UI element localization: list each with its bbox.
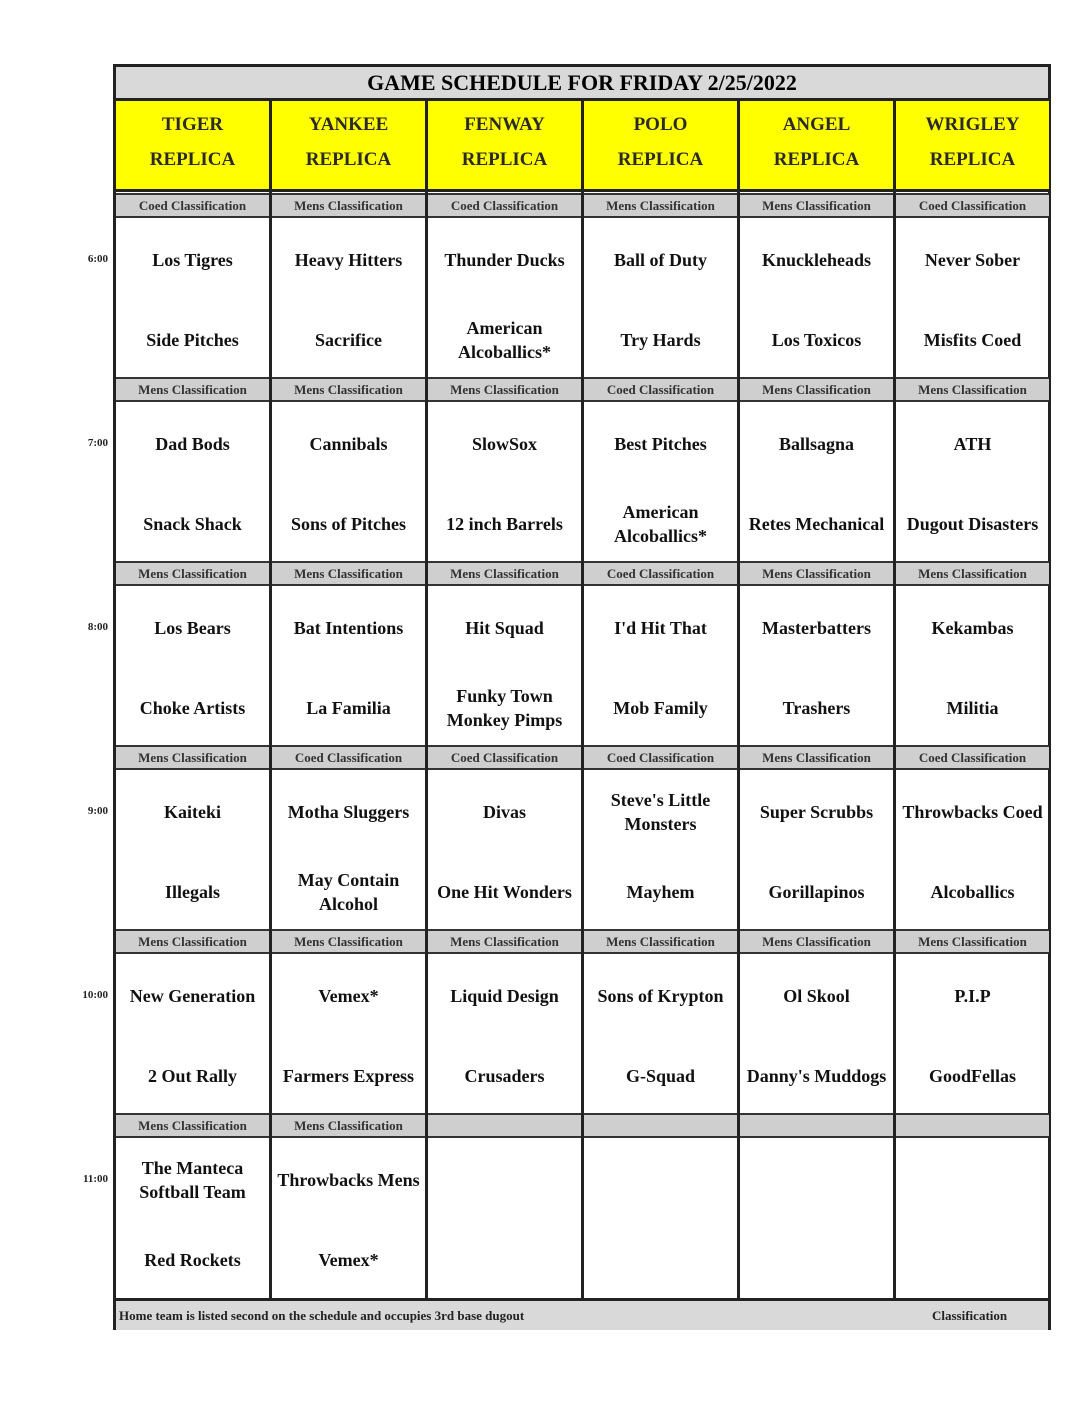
home-team: Trashers (782, 698, 851, 718)
away-team: Cannibals (309, 434, 388, 454)
footer-classification: Classification (932, 1308, 1008, 1323)
away-team (430, 1140, 579, 1220)
time-label: 6:00 (87, 253, 108, 265)
classification-label: Mens Classification (116, 377, 269, 402)
away-team: I'd Hit That (614, 618, 707, 638)
home-team: Choke Artists (139, 698, 246, 718)
field-sub: REPLICA (773, 149, 860, 170)
away-team: Dad Bods (155, 434, 230, 454)
away-team: New Generation (129, 986, 256, 1006)
away-team: ATH (953, 434, 992, 454)
away-team: The Manteca Softball Team (139, 1158, 246, 1202)
away-team: Ball of Duty (613, 250, 707, 270)
home-team: Misfits Coed (923, 330, 1022, 350)
home-team: Dugout Disasters (906, 514, 1039, 534)
field-header-wrigley (896, 101, 1049, 192)
home-team: Militia (946, 698, 999, 718)
classification-label (428, 1113, 581, 1138)
classification-label: Mens Classification (740, 561, 893, 586)
classification-label: Mens Classification (584, 929, 737, 954)
field-name: TIGER (161, 114, 224, 135)
home-team (742, 1220, 891, 1300)
classification-label: Mens Classification (272, 561, 425, 586)
field-name: YANKEE (308, 114, 389, 135)
away-team: Throwbacks Mens (277, 1170, 420, 1190)
away-team (898, 1140, 1047, 1220)
field-sub: REPLICA (929, 149, 1016, 170)
classification-label: Mens Classification (896, 929, 1049, 954)
home-team: Vemex* (318, 1250, 379, 1270)
classification-label: Mens Classification (740, 929, 893, 954)
classification-label: Mens Classification (428, 929, 581, 954)
away-team: Motha Sluggers (287, 802, 410, 822)
field-sub: REPLICA (149, 149, 236, 170)
away-team: Throwbacks Coed (902, 802, 1043, 822)
home-team: Illegals (164, 882, 220, 902)
home-team: GoodFellas (928, 1066, 1016, 1086)
classification-label: Mens Classification (428, 561, 581, 586)
classification-label (584, 1113, 737, 1138)
home-team: G-Squad (625, 1066, 696, 1086)
classification-label: Mens Classification (116, 929, 269, 954)
home-team: Mob Family (613, 698, 708, 718)
home-team: 2 Out Rally (147, 1066, 237, 1086)
time-label: 8:00 (87, 621, 108, 633)
away-team: Hit Squad (465, 618, 544, 638)
home-team: Los Toxicos (771, 330, 862, 350)
home-team: Side Pitches (146, 330, 239, 350)
home-team (586, 1220, 735, 1300)
field-sub: REPLICA (617, 149, 704, 170)
schedule-footer (116, 1298, 1048, 1330)
classification-label: Mens Classification (116, 561, 269, 586)
time-label: 9:00 (87, 805, 108, 817)
away-team: Bat Intentions (293, 618, 404, 638)
classification-label: Mens Classification (740, 193, 893, 218)
home-team: 12 inch Barrels (446, 514, 563, 534)
home-team: Funky Town Monkey Pimps (446, 686, 563, 730)
time-label: 10:00 (82, 989, 108, 1001)
away-team: Ol Skool (783, 986, 850, 1006)
footer-note: Home team is listed second on the schedule and occupies 3rd base dugout (119, 1308, 525, 1323)
classification-label: Coed Classification (272, 745, 425, 770)
home-team: American Alcoballics* (458, 318, 551, 362)
classification-label: Mens Classification (272, 1113, 425, 1138)
home-team: American Alcoballics* (614, 502, 707, 546)
schedule-title: GAME SCHEDULE FOR FRIDAY 2/25/2022 (116, 67, 1048, 101)
away-team: Kaiteki (164, 802, 221, 822)
classification-label: Mens Classification (896, 561, 1049, 586)
classification-label: Coed Classification (896, 193, 1049, 218)
classification-label: Mens Classification (740, 745, 893, 770)
field-sub: REPLICA (461, 149, 548, 170)
away-team: Divas (482, 802, 526, 822)
home-team: Red Rockets (144, 1250, 241, 1270)
classification-label: Mens Classification (272, 193, 425, 218)
away-team: Heavy Hitters (294, 250, 403, 270)
home-team: Retes Mechanical (748, 514, 885, 534)
away-team: Vemex* (318, 986, 379, 1006)
field-header-angel (740, 101, 893, 192)
away-team (586, 1140, 735, 1220)
away-team: Steve's Little Monsters (610, 790, 711, 834)
away-team: Masterbatters (762, 618, 871, 638)
field-name: FENWAY (464, 114, 545, 135)
classification-label: Coed Classification (584, 377, 737, 402)
classification-label: Mens Classification (272, 929, 425, 954)
away-team: P.I.P (954, 986, 991, 1006)
field-header-fenway (428, 101, 581, 192)
classification-label: Coed Classification (116, 193, 269, 218)
away-team: Los Bears (154, 618, 231, 638)
home-team (898, 1220, 1047, 1300)
time-label: 7:00 (87, 437, 108, 449)
home-team: Crusaders (464, 1066, 545, 1086)
classification-label: Coed Classification (584, 561, 737, 586)
classification-label: Coed Classification (584, 745, 737, 770)
home-team: One Hit Wonders (437, 882, 572, 902)
classification-label: Coed Classification (896, 745, 1049, 770)
home-team: Sons of Pitches (290, 514, 406, 534)
classification-label: Mens Classification (896, 377, 1049, 402)
field-header-tiger (116, 101, 269, 192)
away-team: Los Tigres (152, 250, 233, 270)
field-header-yankee (272, 101, 425, 192)
field-name: POLO (633, 114, 688, 135)
field-header-polo (584, 101, 737, 192)
home-team: Sacrifice (315, 330, 382, 350)
schedule-table (113, 64, 1051, 1330)
classification-label: Mens Classification (584, 193, 737, 218)
field-sub: REPLICA (305, 149, 392, 170)
home-team: Snack Shack (143, 514, 242, 534)
home-team: Mayhem (626, 882, 695, 902)
home-team: Try Hards (620, 330, 701, 350)
field-name: WRIGLEY (925, 114, 1020, 135)
classification-label (740, 1113, 893, 1138)
away-team: SlowSox (471, 434, 538, 454)
home-team: May Contain Alcohol (297, 870, 400, 914)
away-team (742, 1140, 891, 1220)
away-team: Liquid Design (450, 986, 559, 1006)
field-name: ANGEL (782, 114, 851, 135)
classification-label: Mens Classification (428, 377, 581, 402)
away-team: Thunder Ducks (444, 250, 565, 270)
away-team: Super Scrubbs (759, 802, 874, 822)
home-team: La Familia (306, 698, 391, 718)
away-team: Sons of Krypton (597, 986, 724, 1006)
away-team: Knuckleheads (761, 250, 872, 270)
away-team: Kekambas (931, 618, 1014, 638)
away-team: Best Pitches (614, 434, 707, 454)
away-team: Ballsagna (778, 434, 855, 454)
classification-label: Mens Classification (272, 377, 425, 402)
classification-label: Coed Classification (428, 745, 581, 770)
classification-label: Coed Classification (428, 193, 581, 218)
home-team: Gorillapinos (768, 882, 865, 902)
classification-label: Mens Classification (116, 1113, 269, 1138)
home-team: Danny's Muddogs (746, 1066, 887, 1086)
home-team: Alcoballics (930, 882, 1015, 902)
time-label: 11:00 (82, 1173, 108, 1185)
classification-label (896, 1113, 1049, 1138)
home-team (430, 1220, 579, 1300)
classification-label: Mens Classification (116, 745, 269, 770)
classification-label: Mens Classification (740, 377, 893, 402)
away-team: Never Sober (924, 250, 1021, 270)
home-team: Farmers Express (282, 1066, 415, 1086)
